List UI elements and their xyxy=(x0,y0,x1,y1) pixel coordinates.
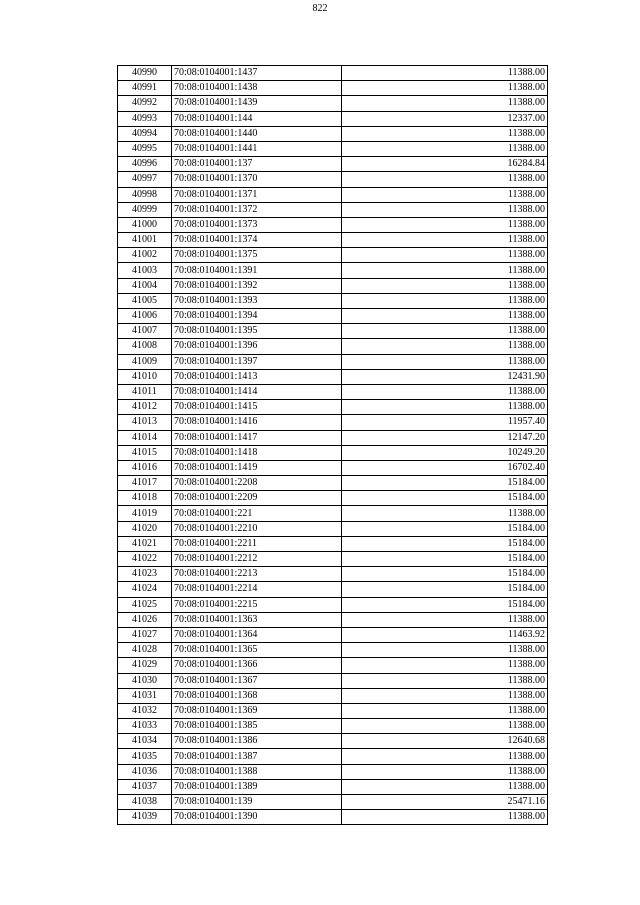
cadastral-number-cell: 70:08:0104001:1414 xyxy=(172,384,342,399)
row-number-cell: 40998 xyxy=(118,187,172,202)
value-cell: 11388.00 xyxy=(342,233,548,248)
table-row xyxy=(118,764,548,779)
row-number-cell: 41017 xyxy=(118,476,172,491)
cadastral-number-cell: 70:08:0104001:137 xyxy=(172,157,342,172)
value-cell: 16702.40 xyxy=(342,460,548,475)
table-row xyxy=(118,521,548,536)
table-row xyxy=(118,552,548,567)
row-number-cell: 41039 xyxy=(118,810,172,825)
cadastre-table xyxy=(117,65,548,825)
value-cell: 11388.00 xyxy=(342,384,548,399)
page-number: 822 xyxy=(312,3,328,14)
cadastral-number-cell: 70:08:0104001:1418 xyxy=(172,445,342,460)
cadastral-number-cell: 70:08:0104001:1370 xyxy=(172,172,342,187)
cadastral-number-cell: 70:08:0104001:1395 xyxy=(172,324,342,339)
row-number-cell: 41037 xyxy=(118,779,172,794)
value-cell: 11388.00 xyxy=(342,278,548,293)
table-row xyxy=(118,445,548,460)
table-row xyxy=(118,293,548,308)
table-row xyxy=(118,567,548,582)
table-row xyxy=(118,202,548,217)
value-cell: 12640.68 xyxy=(342,734,548,749)
value-cell: 11388.00 xyxy=(342,779,548,794)
table-row xyxy=(118,187,548,202)
value-cell: 11388.00 xyxy=(342,354,548,369)
table-row xyxy=(118,430,548,445)
row-number-cell: 41022 xyxy=(118,552,172,567)
value-cell: 11388.00 xyxy=(342,66,548,81)
value-cell: 11388.00 xyxy=(342,324,548,339)
value-cell: 15184.00 xyxy=(342,476,548,491)
row-number-cell: 41035 xyxy=(118,749,172,764)
row-number-cell: 41004 xyxy=(118,278,172,293)
value-cell: 15184.00 xyxy=(342,582,548,597)
row-number-cell: 40997 xyxy=(118,172,172,187)
row-number-cell: 41013 xyxy=(118,415,172,430)
value-cell: 11388.00 xyxy=(342,293,548,308)
value-cell: 12431.90 xyxy=(342,369,548,384)
row-number-cell: 41033 xyxy=(118,719,172,734)
cadastral-number-cell: 70:08:0104001:1438 xyxy=(172,81,342,96)
value-cell: 11388.00 xyxy=(342,612,548,627)
row-number-cell: 40993 xyxy=(118,111,172,126)
table-row xyxy=(118,400,548,415)
row-number-cell: 41011 xyxy=(118,384,172,399)
row-number-cell: 41031 xyxy=(118,688,172,703)
value-cell: 11957.40 xyxy=(342,415,548,430)
cadastral-number-cell: 70:08:0104001:1389 xyxy=(172,779,342,794)
cadastral-number-cell: 70:08:0104001:1388 xyxy=(172,764,342,779)
table-row xyxy=(118,627,548,642)
table-row xyxy=(118,384,548,399)
table-row xyxy=(118,658,548,673)
cadastral-number-cell: 70:08:0104001:1368 xyxy=(172,688,342,703)
table-row xyxy=(118,217,548,232)
table-row xyxy=(118,612,548,627)
table-row xyxy=(118,324,548,339)
value-cell: 11388.00 xyxy=(342,187,548,202)
row-number-cell: 41027 xyxy=(118,627,172,642)
cadastral-number-cell: 70:08:0104001:144 xyxy=(172,111,342,126)
value-cell: 15184.00 xyxy=(342,567,548,582)
cadastral-number-cell: 70:08:0104001:1365 xyxy=(172,643,342,658)
row-number-cell: 40992 xyxy=(118,96,172,111)
value-cell: 12337.00 xyxy=(342,111,548,126)
value-cell: 15184.00 xyxy=(342,521,548,536)
cadastral-number-cell: 70:08:0104001:1419 xyxy=(172,460,342,475)
cadastral-number-cell: 70:08:0104001:1439 xyxy=(172,96,342,111)
cadastral-number-cell: 70:08:0104001:1392 xyxy=(172,278,342,293)
table-row xyxy=(118,278,548,293)
row-number-cell: 41012 xyxy=(118,400,172,415)
table-row xyxy=(118,779,548,794)
cadastral-number-cell: 70:08:0104001:1390 xyxy=(172,810,342,825)
row-number-cell: 41032 xyxy=(118,703,172,718)
row-number-cell: 41015 xyxy=(118,445,172,460)
row-number-cell: 41010 xyxy=(118,369,172,384)
table-row xyxy=(118,597,548,612)
table-row xyxy=(118,415,548,430)
row-number-cell: 41009 xyxy=(118,354,172,369)
row-number-cell: 40994 xyxy=(118,126,172,141)
cadastral-number-cell: 70:08:0104001:221 xyxy=(172,506,342,521)
value-cell: 15184.00 xyxy=(342,552,548,567)
row-number-cell: 41023 xyxy=(118,567,172,582)
cadastral-number-cell: 70:08:0104001:2213 xyxy=(172,567,342,582)
value-cell: 11388.00 xyxy=(342,703,548,718)
cadastral-number-cell: 70:08:0104001:1437 xyxy=(172,66,342,81)
value-cell: 11388.00 xyxy=(342,749,548,764)
value-cell: 11388.00 xyxy=(342,688,548,703)
cadastral-number-cell: 70:08:0104001:2212 xyxy=(172,552,342,567)
cadastral-number-cell: 70:08:0104001:1369 xyxy=(172,703,342,718)
table-row xyxy=(118,643,548,658)
table-row xyxy=(118,157,548,172)
table-row xyxy=(118,582,548,597)
value-cell: 25471.16 xyxy=(342,795,548,810)
row-number-cell: 40999 xyxy=(118,202,172,217)
table-row xyxy=(118,476,548,491)
row-number-cell: 40990 xyxy=(118,66,172,81)
value-cell: 11388.00 xyxy=(342,202,548,217)
cadastral-number-cell: 70:08:0104001:139 xyxy=(172,795,342,810)
value-cell: 11388.00 xyxy=(342,81,548,96)
value-cell: 11388.00 xyxy=(342,339,548,354)
table-row xyxy=(118,126,548,141)
cadastral-number-cell: 70:08:0104001:1375 xyxy=(172,248,342,263)
cadastral-number-cell: 70:08:0104001:1386 xyxy=(172,734,342,749)
value-cell: 10249.20 xyxy=(342,445,548,460)
value-cell: 11388.00 xyxy=(342,172,548,187)
row-number-cell: 41038 xyxy=(118,795,172,810)
row-number-cell: 41020 xyxy=(118,521,172,536)
cadastral-number-cell: 70:08:0104001:1374 xyxy=(172,233,342,248)
cadastral-number-cell: 70:08:0104001:1391 xyxy=(172,263,342,278)
table-row xyxy=(118,506,548,521)
value-cell: 15184.00 xyxy=(342,536,548,551)
cadastral-number-cell: 70:08:0104001:1385 xyxy=(172,719,342,734)
table-row xyxy=(118,248,548,263)
value-cell: 12147.20 xyxy=(342,430,548,445)
row-number-cell: 41036 xyxy=(118,764,172,779)
row-number-cell: 41025 xyxy=(118,597,172,612)
row-number-cell: 41006 xyxy=(118,309,172,324)
value-cell: 11388.00 xyxy=(342,719,548,734)
row-number-cell: 41030 xyxy=(118,673,172,688)
table-row xyxy=(118,491,548,506)
value-cell: 11388.00 xyxy=(342,658,548,673)
table-row xyxy=(118,719,548,734)
cadastral-number-cell: 70:08:0104001:1440 xyxy=(172,126,342,141)
row-number-cell: 41002 xyxy=(118,248,172,263)
value-cell: 11388.00 xyxy=(342,764,548,779)
value-cell: 11388.00 xyxy=(342,217,548,232)
cadastral-number-cell: 70:08:0104001:1364 xyxy=(172,627,342,642)
row-number-cell: 41024 xyxy=(118,582,172,597)
table-row xyxy=(118,810,548,825)
table-row xyxy=(118,233,548,248)
table-row xyxy=(118,263,548,278)
value-cell: 11388.00 xyxy=(342,673,548,688)
row-number-cell: 41008 xyxy=(118,339,172,354)
table-row xyxy=(118,339,548,354)
row-number-cell: 41000 xyxy=(118,217,172,232)
value-cell: 11388.00 xyxy=(342,400,548,415)
cadastral-number-cell: 70:08:0104001:1417 xyxy=(172,430,342,445)
cadastral-number-cell: 70:08:0104001:2209 xyxy=(172,491,342,506)
cadastral-number-cell: 70:08:0104001:1373 xyxy=(172,217,342,232)
table-row xyxy=(118,460,548,475)
value-cell: 11388.00 xyxy=(342,506,548,521)
cadastral-number-cell: 70:08:0104001:2214 xyxy=(172,582,342,597)
cadastral-number-cell: 70:08:0104001:1396 xyxy=(172,339,342,354)
cadastral-number-cell: 70:08:0104001:1397 xyxy=(172,354,342,369)
table-row xyxy=(118,536,548,551)
cadastral-number-cell: 70:08:0104001:2208 xyxy=(172,476,342,491)
row-number-cell: 41014 xyxy=(118,430,172,445)
row-number-cell: 41007 xyxy=(118,324,172,339)
table-row xyxy=(118,734,548,749)
row-number-cell: 41016 xyxy=(118,460,172,475)
cadastral-number-cell: 70:08:0104001:1363 xyxy=(172,612,342,627)
cadastral-number-cell: 70:08:0104001:1413 xyxy=(172,369,342,384)
value-cell: 11388.00 xyxy=(342,248,548,263)
table-row xyxy=(118,309,548,324)
row-number-cell: 41001 xyxy=(118,233,172,248)
row-number-cell: 41019 xyxy=(118,506,172,521)
value-cell: 11388.00 xyxy=(342,309,548,324)
table-row xyxy=(118,354,548,369)
table-row xyxy=(118,96,548,111)
table-row xyxy=(118,369,548,384)
cadastral-number-cell: 70:08:0104001:1394 xyxy=(172,309,342,324)
cadastral-number-cell: 70:08:0104001:2210 xyxy=(172,521,342,536)
value-cell: 11388.00 xyxy=(342,263,548,278)
table-row xyxy=(118,703,548,718)
cadastral-number-cell: 70:08:0104001:1366 xyxy=(172,658,342,673)
row-number-cell: 41018 xyxy=(118,491,172,506)
value-cell: 11388.00 xyxy=(342,126,548,141)
row-number-cell: 41005 xyxy=(118,293,172,308)
table-row xyxy=(118,141,548,156)
row-number-cell: 40995 xyxy=(118,141,172,156)
value-cell: 15184.00 xyxy=(342,491,548,506)
cadastral-number-cell: 70:08:0104001:1387 xyxy=(172,749,342,764)
table-row xyxy=(118,172,548,187)
table-row xyxy=(118,66,548,81)
value-cell: 11388.00 xyxy=(342,810,548,825)
cadastral-number-cell: 70:08:0104001:1371 xyxy=(172,187,342,202)
cadastral-number-cell: 70:08:0104001:1367 xyxy=(172,673,342,688)
cadastral-number-cell: 70:08:0104001:2211 xyxy=(172,536,342,551)
table-row xyxy=(118,688,548,703)
row-number-cell: 41029 xyxy=(118,658,172,673)
row-number-cell: 41021 xyxy=(118,536,172,551)
value-cell: 15184.00 xyxy=(342,597,548,612)
row-number-cell: 41003 xyxy=(118,263,172,278)
cadastral-number-cell: 70:08:0104001:2215 xyxy=(172,597,342,612)
row-number-cell: 41026 xyxy=(118,612,172,627)
table-body xyxy=(118,66,548,825)
table-row xyxy=(118,81,548,96)
row-number-cell: 41028 xyxy=(118,643,172,658)
row-number-cell: 40996 xyxy=(118,157,172,172)
cadastral-number-cell: 70:08:0104001:1372 xyxy=(172,202,342,217)
value-cell: 11388.00 xyxy=(342,643,548,658)
value-cell: 11388.00 xyxy=(342,96,548,111)
cadastral-number-cell: 70:08:0104001:1393 xyxy=(172,293,342,308)
table-row xyxy=(118,749,548,764)
cadastral-number-cell: 70:08:0104001:1441 xyxy=(172,141,342,156)
table-row xyxy=(118,673,548,688)
value-cell: 11463.92 xyxy=(342,627,548,642)
cadastral-number-cell: 70:08:0104001:1416 xyxy=(172,415,342,430)
cadastral-number-cell: 70:08:0104001:1415 xyxy=(172,400,342,415)
row-number-cell: 40991 xyxy=(118,81,172,96)
table-row xyxy=(118,795,548,810)
value-cell: 11388.00 xyxy=(342,141,548,156)
value-cell: 16284.84 xyxy=(342,157,548,172)
row-number-cell: 41034 xyxy=(118,734,172,749)
table-row xyxy=(118,111,548,126)
